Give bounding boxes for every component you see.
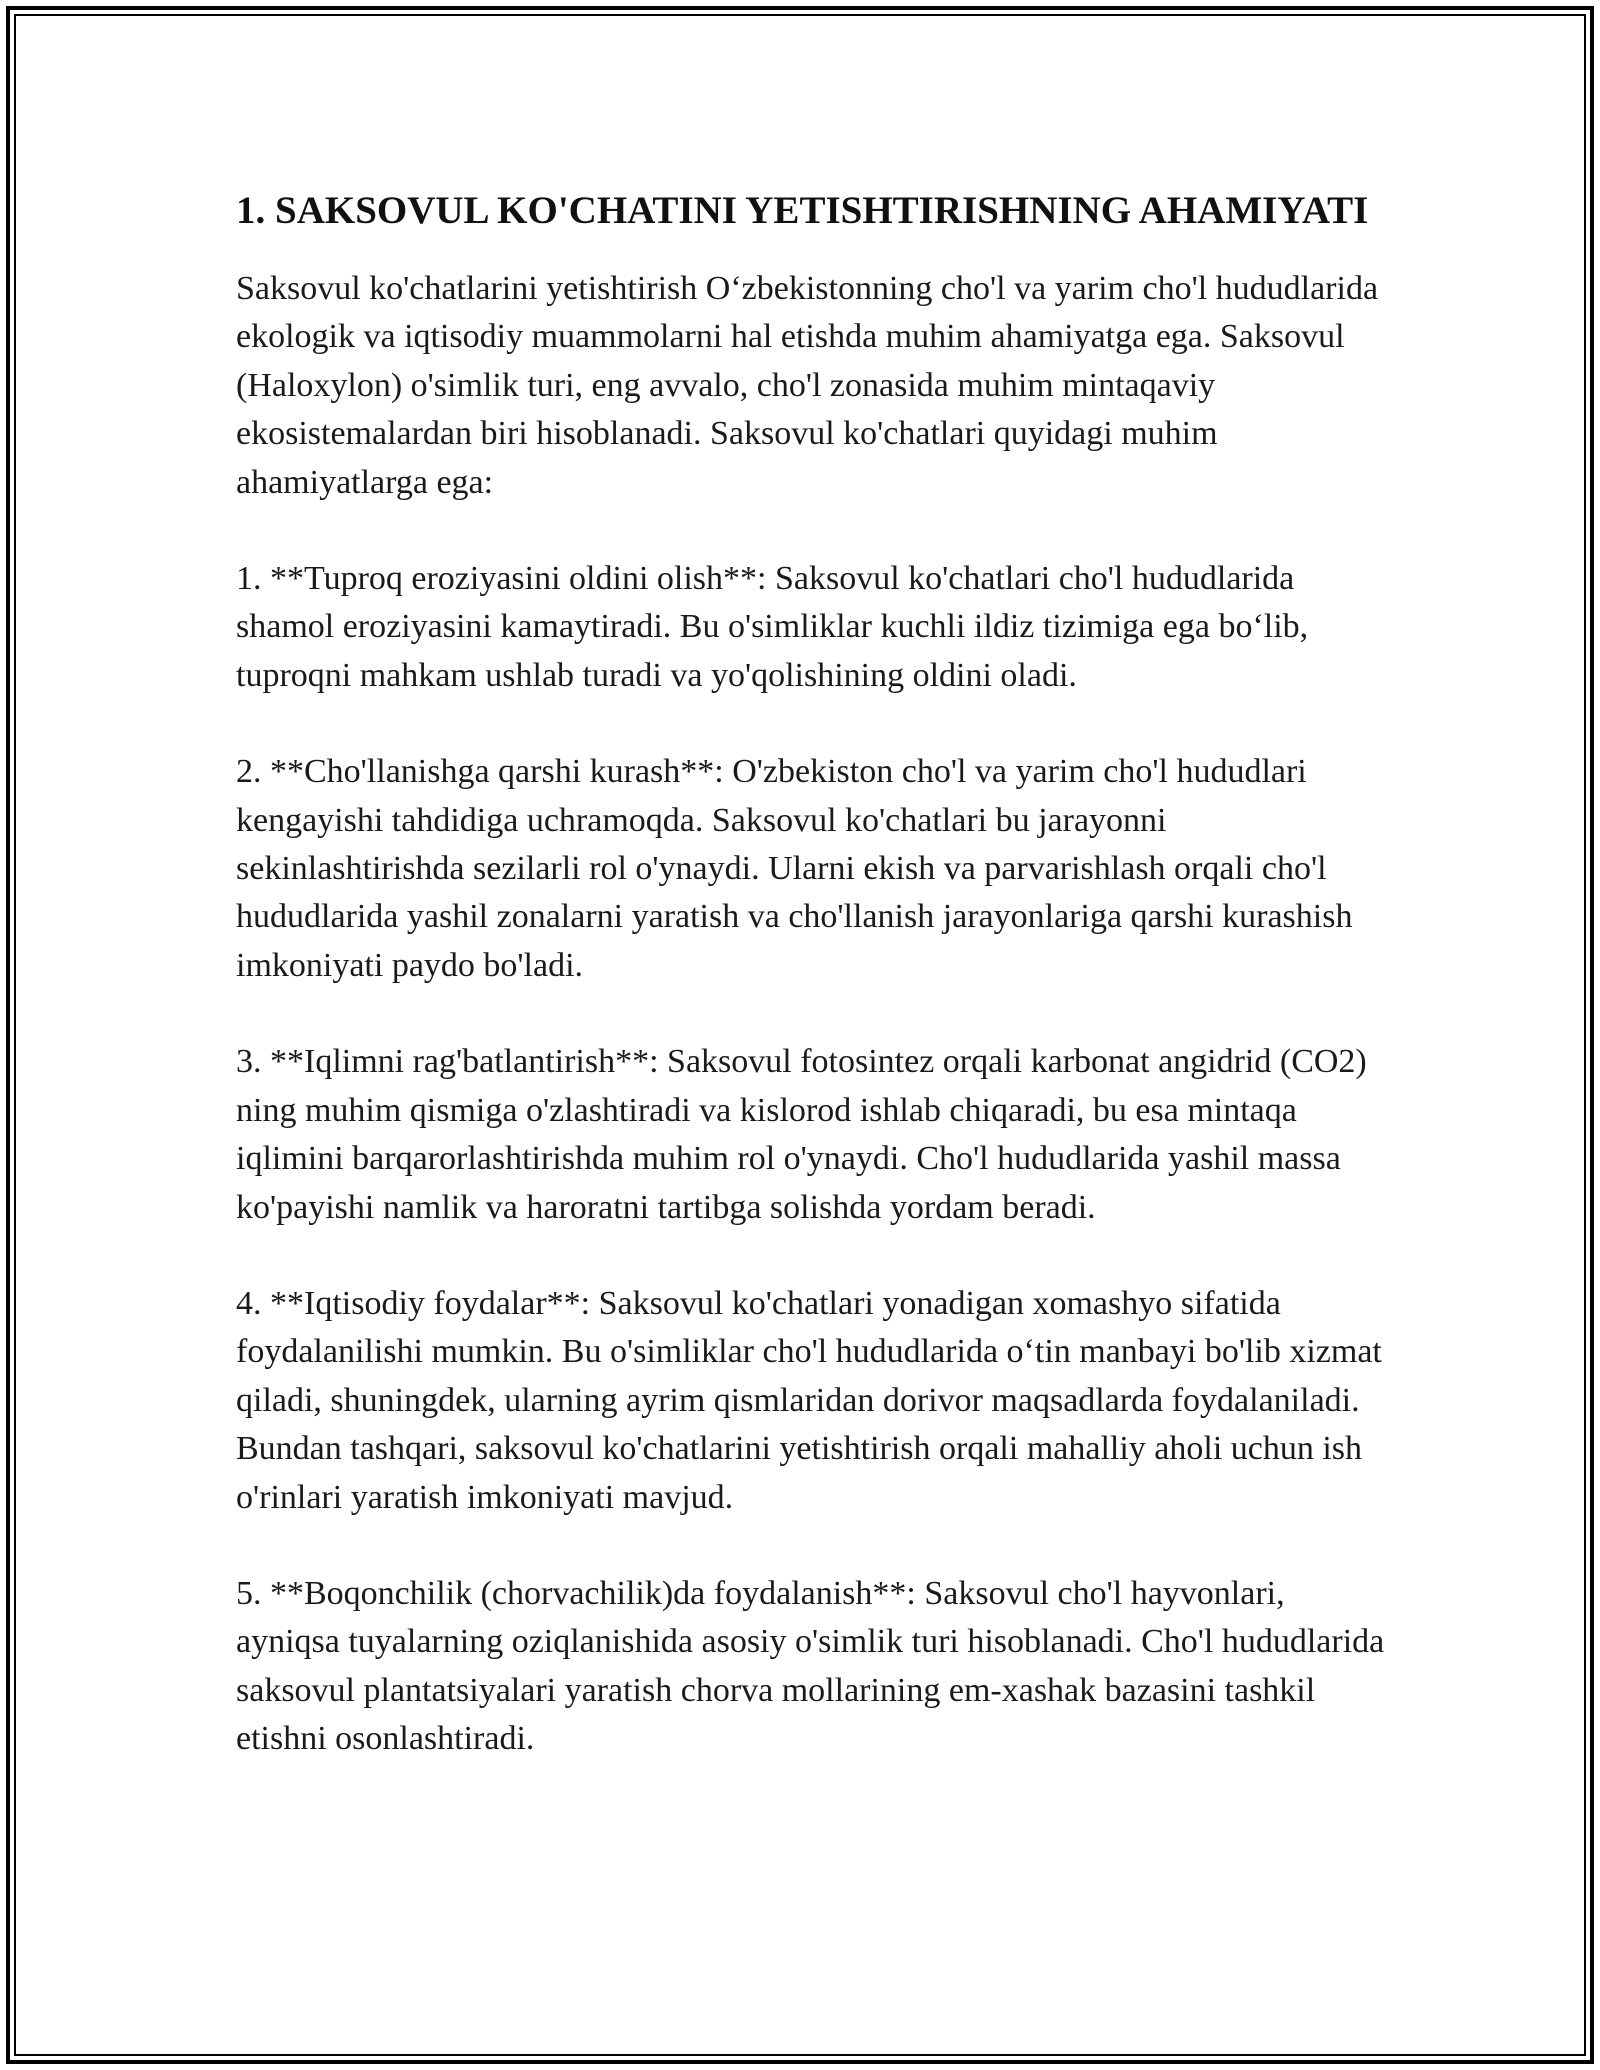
list-item-soil-erosion: 1. **Tuproq eroziyasini oldini olish**: Saksovul ko'chatlari cho'l hududlarida shamol eroziyasini kamaytiradi. Bu o'simliklar kuchli ildiz tizimiga ega bo‘lib, tuproqni mahkam ushlab turadi va yo'qolishining oldini oladi. [236, 560, 1309, 694]
document-body [236, 184, 1386, 1812]
document-title: 1. SAKSOVUL KO'CHATINI YETISHTIRISHNING AHAMIYATI [236, 189, 1369, 232]
intro-paragraph: Saksovul ko'chatlarini yetishtirish O‘zbekistonning cho'l va yarim cho'l hududlarida ekologik va iqtisodiy muammolarni hal etishda muhim ahamiyatga ega. Saksovul (Haloxylon) o'simlik turi, eng avvalo, cho'l zonasida muhim mintaqaviy ekosistemalardan biri hisoblanadi. Saksovul ko'chatlari quyidagi muhim ahamiyatlarga ega: [236, 270, 1379, 501]
list-item-desertification: 2. **Cho'llanishga qarshi kurash**: O'zbekiston cho'l va yarim cho'l hududlari kengayishi tahdidiga uchramoqda. Saksovul ko'chatlari bu jarayonni sekinlashtirishda sezilarli rol o'ynaydi. Ularni ekish va parvarishlash orqali cho'l hududlarida yashil zonalarni yaratish va cho'llanish jarayonlariga qarshi kurashish imkoniyati paydo bo'ladi. [236, 753, 1353, 984]
list-item-climate: 3. **Iqlimni rag'batlantirish**: Saksovul fotosintez orqali karbonat angidrid (CO2) ning muhim qismiga o'zlashtiradi va kislorod ishlab chiqaradi, bu esa mintaqa iqlimini barqarorlashtirishda muhim rol o'ynaydi. Cho'l hududlarida yashil massa ko'payishi namlik va haroratni tartibga solishda yordam beradi. [236, 1043, 1367, 1226]
list-item-livestock: 5. **Boqonchilik (chorvachilik)da foydalanish**: Saksovul cho'l hayvonlari, ayniqsa tuyalarning oziqlanishida asosiy o'simlik turi hisoblanadi. Cho'l hududlarida saksovul plantatsiyalari yaratish chorva mollarining em-xashak bazasini tashkil etishni osonlashtiradi. [236, 1574, 1385, 1758]
list-item-economic-benefits: 4. **Iqtisodiy foydalar**: Saksovul ko'chatlari yonadigan xomashyo sifatida foydalanilishi mumkin. Bu o'simliklar cho'l hududlarida o‘tin manbayi bo'lib xizmat qiladi, shuningdek, ularning ayrim qismlaridan dorivor maqsadlarda foydalaniladi. Bundan tashqari, saksovul ko'chatlarini yetishtirish orqali mahalliy aholi uchun ish o'rinlari yaratish imkoniyati mavjud. [236, 1284, 1382, 1516]
